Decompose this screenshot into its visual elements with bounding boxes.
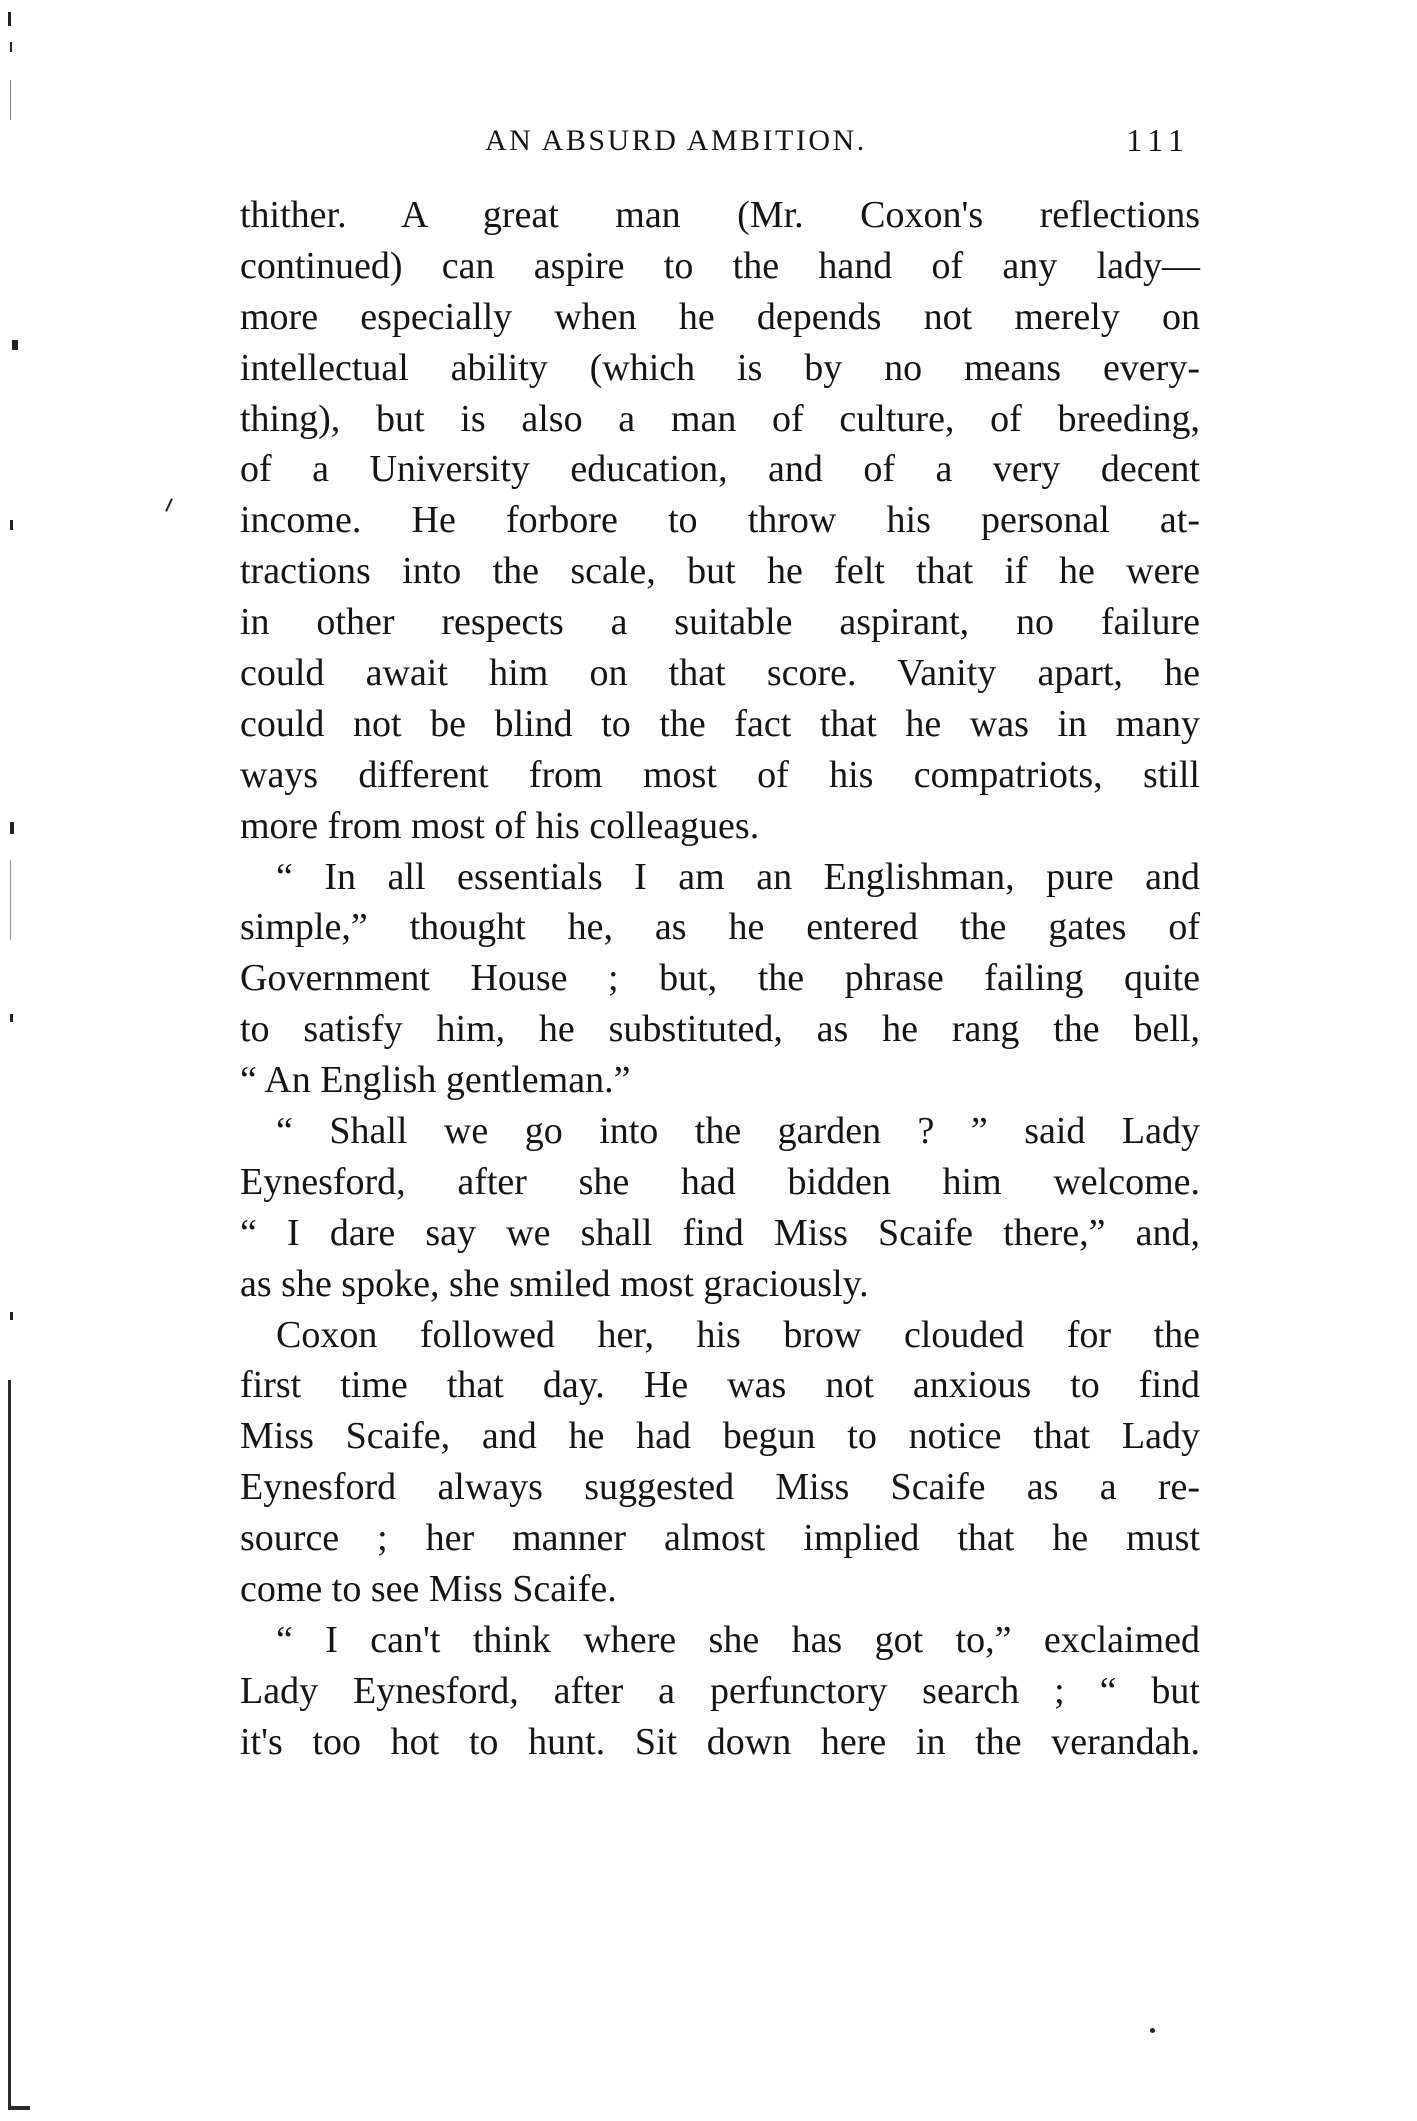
text-line: intellectual ability (which is by no means every- [240,346,1200,389]
page-edge-corner [8,2106,30,2110]
text-line: to satisfy him, he substituted, as he rang the bell, [240,1008,1200,1051]
text-line: income. He forbore to throw his personal at- [240,499,1200,542]
text-line: Coxon followed her, his brow clouded for the [276,1313,1200,1356]
scan-speck [8,12,11,26]
text-line: Lady Eynesford, after a perfunctory search ; “ but [240,1669,1200,1712]
text-line: Eynesford, after she had bidden him welcome. [240,1160,1200,1203]
scan-speck [10,520,13,530]
scan-speck [10,1312,13,1320]
text-line: “ In all essentials I am an Englishman, pure and [276,855,1200,898]
page-number: 111 [1126,122,1190,158]
scan-speck [10,822,14,834]
text-line: more from most of his colleagues. [240,804,760,847]
scan-speck [10,42,12,52]
text-line: Eynesford always suggested Miss Scaife as a re- [240,1466,1200,1509]
text-line: come to see Miss Scaife. [240,1568,617,1611]
scan-speck [10,80,11,120]
running-head [240,118,1200,170]
text-line: simple,” thought he, as he entered the gates of [240,906,1200,949]
text-line: more especially when he depends not merely on [240,295,1200,338]
scan-speck [165,498,173,512]
scan-speck [12,340,18,350]
text-line: Government House ; but, the phrase failing quite [240,957,1200,1000]
scan-speck [1150,2028,1155,2033]
scan-speck [10,1014,13,1022]
running-title: AN ABSURD AMBITION. [485,124,867,157]
text-line: Miss Scaife, and he had begun to notice that Lady [240,1415,1200,1458]
text-line: could await him on that score. Vanity apart, he [240,652,1200,695]
text-line: thing), but is also a man of culture, of breeding, [240,397,1200,440]
text-line: “ Shall we go into the garden ? ” said Lady [276,1110,1200,1153]
text-line: as she spoke, she smiled most graciously. [240,1262,869,1305]
text-line: could not be blind to the fact that he was in many [240,702,1200,745]
text-line: tractions into the scale, but he felt that if he were [240,550,1200,593]
text-line: it's too hot to hunt. Sit down here in the verandah. [240,1720,1200,1763]
text-line: “ I can't think where she has got to,” exclaimed [276,1618,1200,1661]
text-line: continued) can aspire to the hand of any lady— [240,244,1200,287]
text-line: ways different from most of his compatriots, still [240,753,1200,796]
page-edge-line [8,1380,11,2110]
text-line: of a University education, and of a very decent [240,448,1200,491]
text-line: “ An English gentleman.” [240,1059,631,1102]
text-line: “ I dare say we shall find Miss Scaife there,” and, [240,1211,1200,1254]
text-line: source ; her manner almost implied that he must [240,1517,1200,1560]
text-line: in other respects a suitable aspirant, no failure [240,601,1200,644]
text-line: first time that day. He was not anxious to find [240,1364,1200,1407]
scan-speck [10,860,11,940]
text-line: thither. A great man (Mr. Coxon's reflections [240,194,1200,236]
body-text [240,190,1200,1768]
